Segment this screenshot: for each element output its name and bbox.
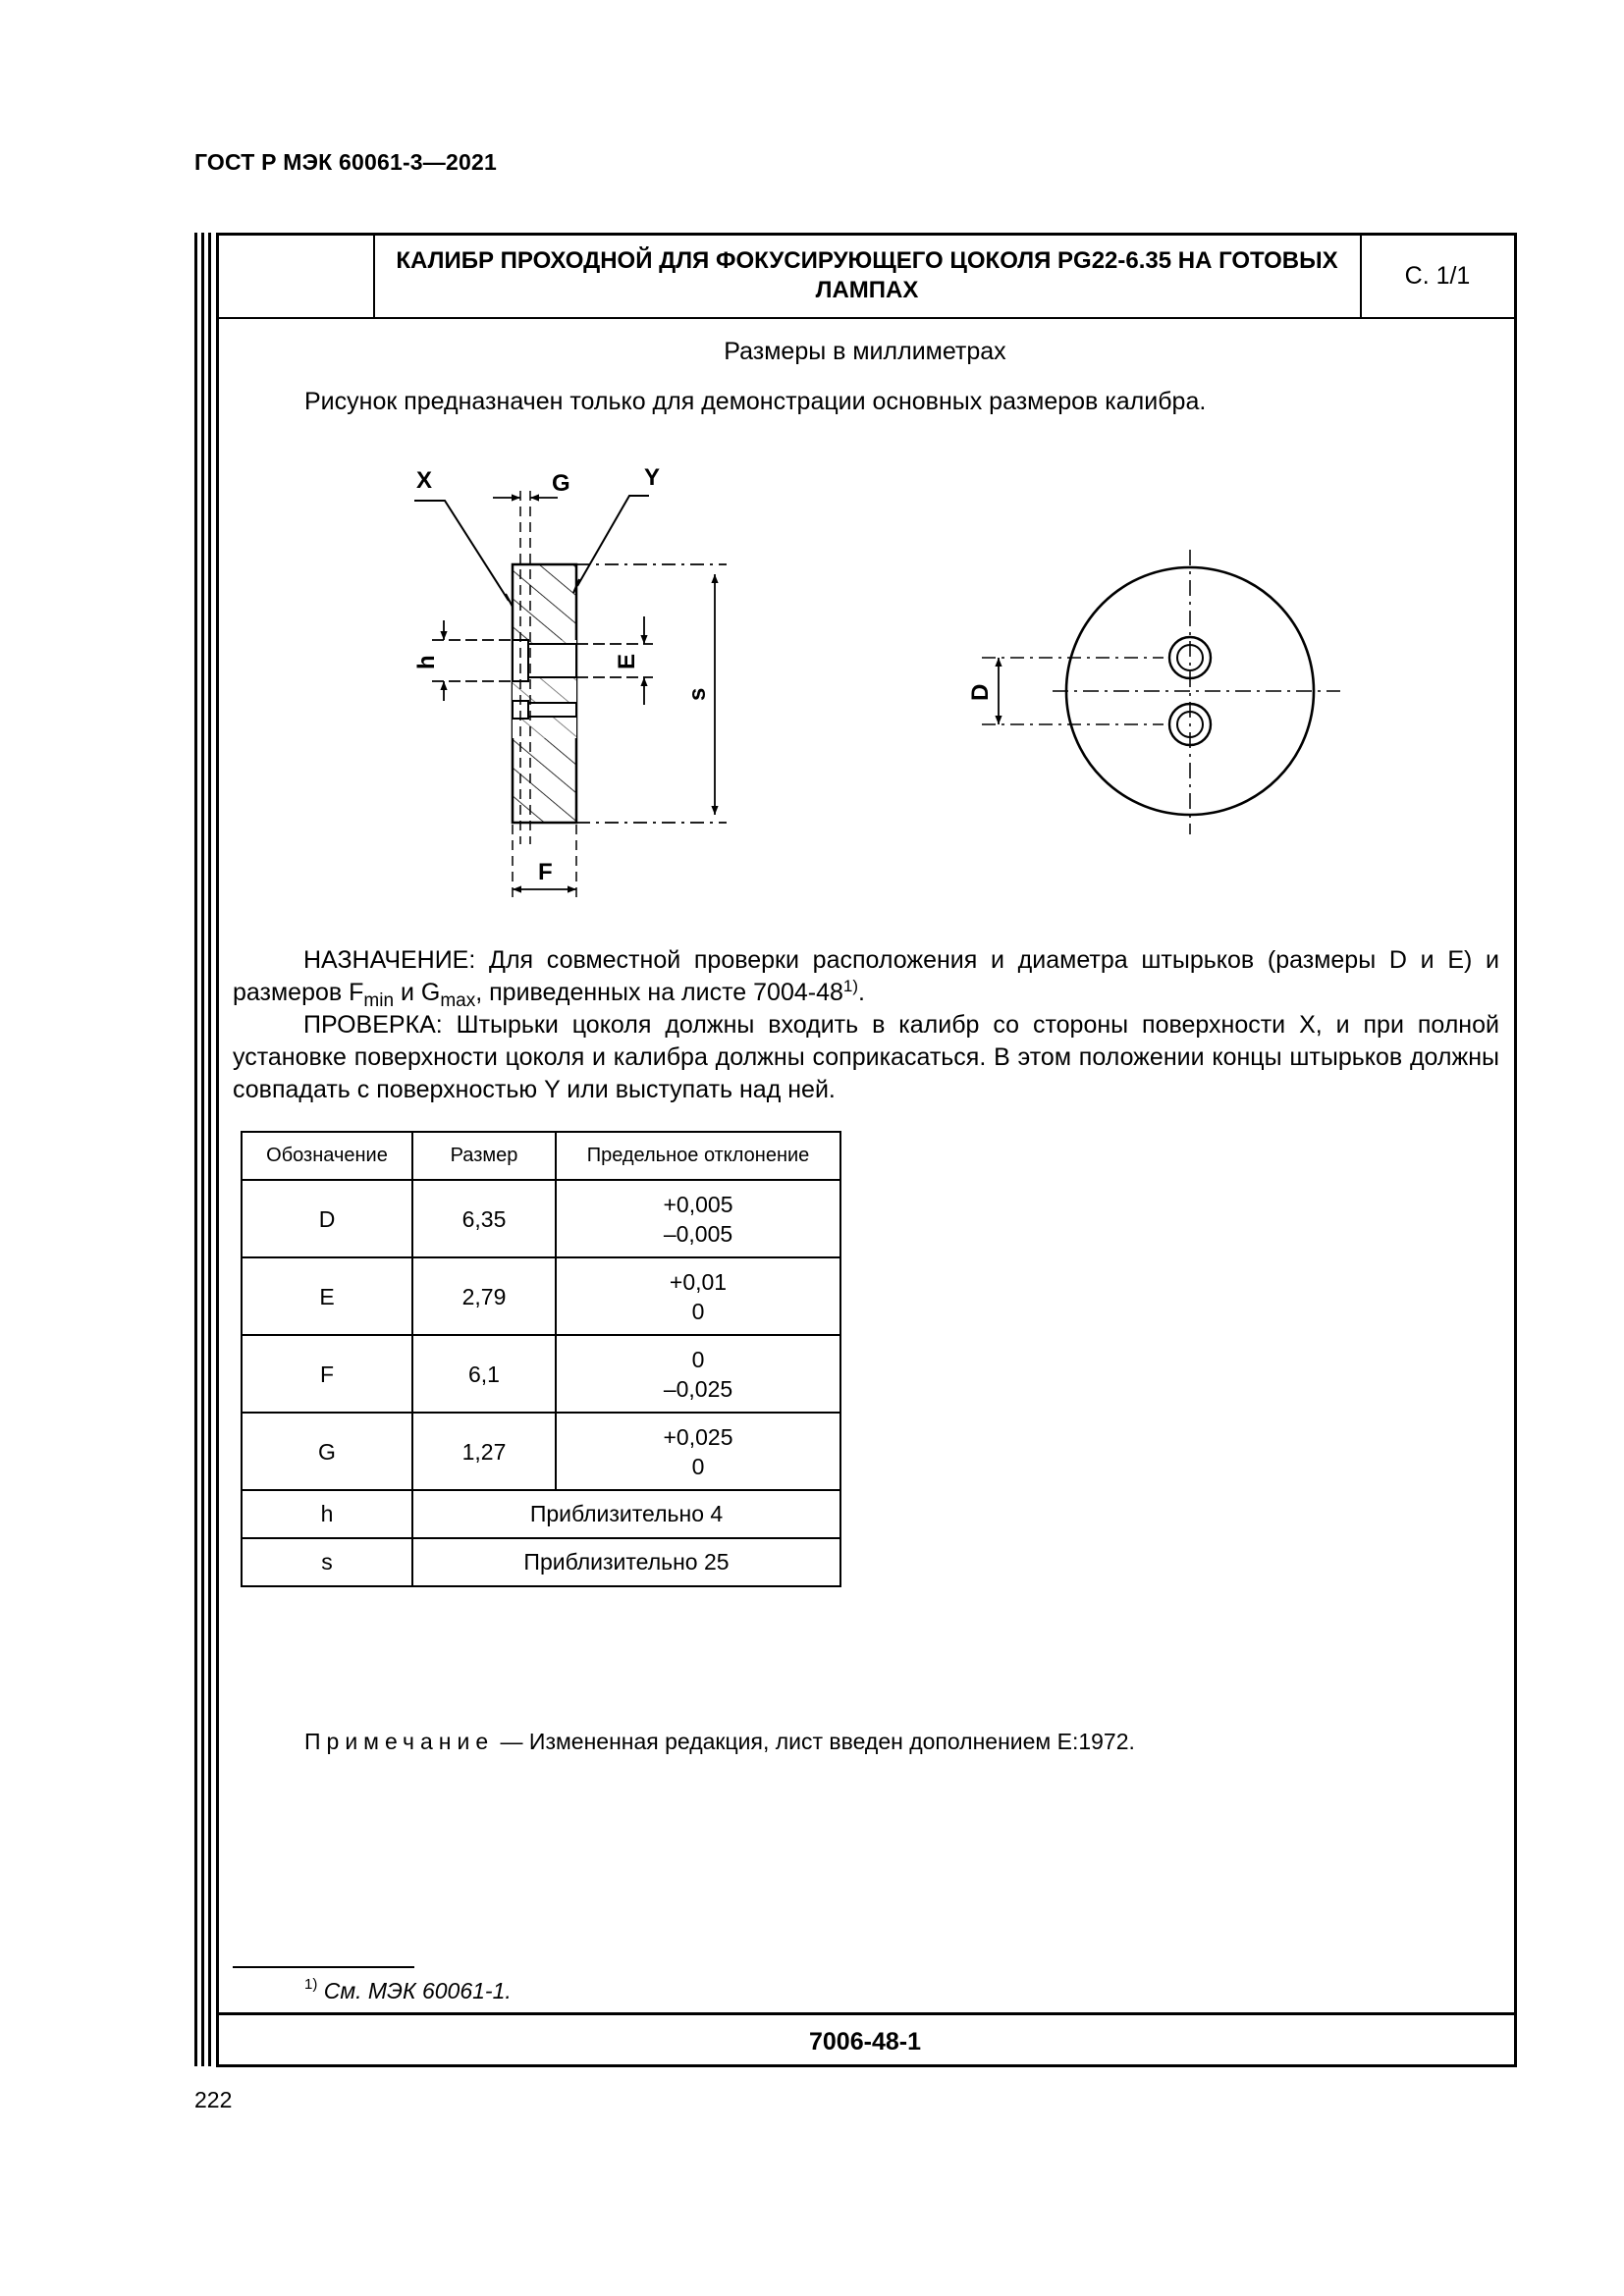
- table-row: E 2,79 +0,01 0: [242, 1257, 840, 1335]
- check-paragraph: ПРОВЕРКА: Штырьки цоколя должны входить в калибр со стороны поверхности X, и при полной установке поверхности цоколя и калибра должны соприкасаться. В этом положении концы штырьков должны совпадать с поверхностью Y или выступать над ней.: [233, 1011, 1499, 1103]
- label-x: X: [416, 467, 433, 494]
- gauge-front-view: [982, 550, 1340, 834]
- dimensions-table: [241, 1131, 841, 1587]
- table-row: F 6,1 0 –0,025: [242, 1335, 840, 1413]
- column-header: Предельное отклонение: [556, 1132, 840, 1180]
- sheet-code: 7006-48-1: [809, 2028, 921, 2056]
- label-h: h: [413, 655, 440, 669]
- table-row: h Приблизительно 4: [242, 1490, 840, 1538]
- label-s: s: [684, 687, 711, 701]
- table-row: G 1,27 +0,025 0: [242, 1413, 840, 1490]
- footnote-rule: [233, 1966, 414, 1968]
- column-header: Размер: [412, 1132, 556, 1180]
- page-number: 222: [194, 2087, 233, 2112]
- table-row: D 6,35 +0,005 –0,005: [242, 1180, 840, 1257]
- footnote: $^{1)}$ См. МЭК 60061-1.: [304, 1976, 512, 2003]
- sheet-note: Примечание — Измененная редакция, лист введен дополнением E:1972.: [304, 1729, 1135, 1754]
- units-note: Размеры в миллиметрах: [724, 338, 1006, 365]
- gauge-drawing: [0, 0, 1624, 942]
- table-row: s Приблизительно 25: [242, 1538, 840, 1586]
- gauge-side-view: [513, 491, 576, 898]
- label-e: E: [614, 653, 640, 669]
- purpose-paragraph: НАЗНАЧЕНИЕ: Для совместной проверки расположения и диаметра штырьков (размеры D и E) и размеров $F_{min}$ и $G_{max}$, приведенных на листе 7004-48$^{1)}$.: [233, 946, 1499, 1011]
- label-f: F: [538, 859, 553, 885]
- label-y: Y: [644, 464, 661, 491]
- column-header: Обозначение: [242, 1132, 412, 1180]
- label-g: G: [552, 470, 570, 497]
- dimension-lines: [432, 498, 727, 889]
- figure-note: Рисунок предназначен только для демонстрации основных размеров калибра.: [304, 388, 1207, 415]
- sheet-page-indicator: С. 1/1: [1404, 261, 1471, 290]
- document-standard-header: ГОСТ Р МЭК 60061-3—2021: [194, 149, 497, 175]
- label-d: D: [967, 683, 994, 701]
- footer-rule: [216, 2012, 1514, 2015]
- sheet-title: КАЛИБР ПРОХОДНОЙ ДЛЯ ФОКУСИРУЮЩЕГО ЦОКОЛЯ PG22-6.35 НА ГОТОВЫХ ЛАМПАХ: [396, 247, 1338, 303]
